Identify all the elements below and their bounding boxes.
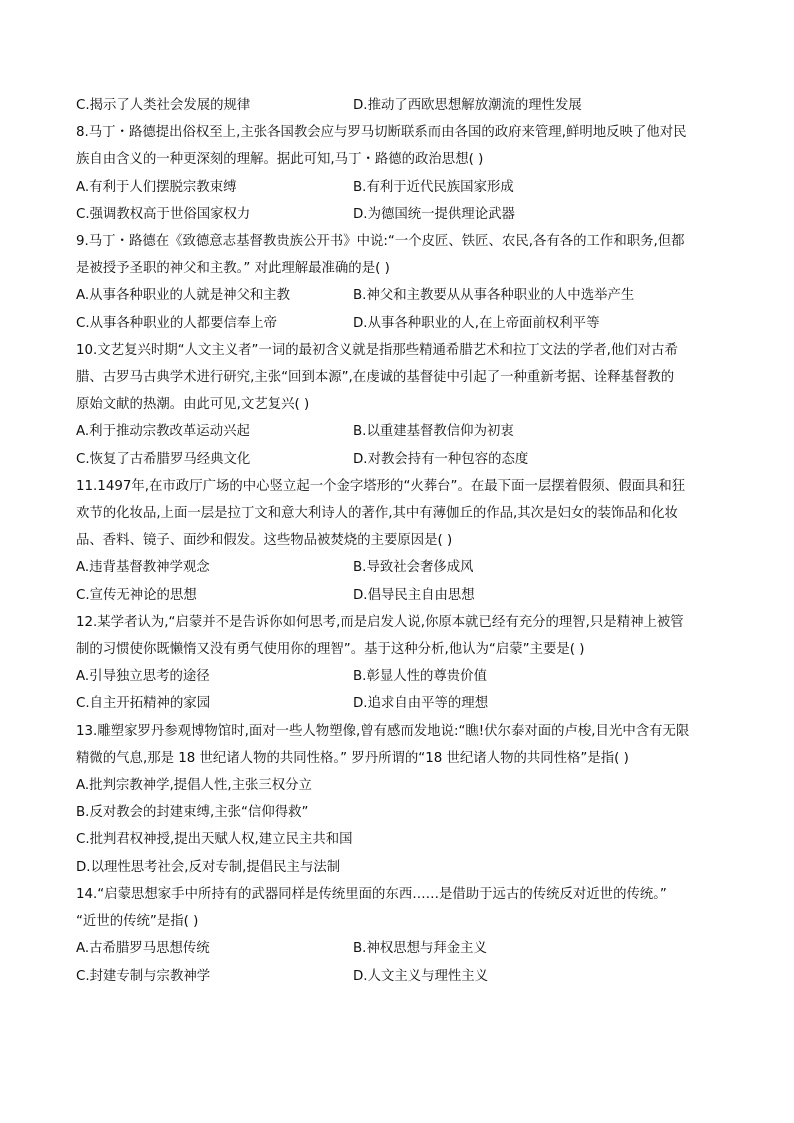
question-11-option-c: C.宣传无神论的思想 (76, 587, 197, 603)
question-11-options-row-2 (76, 582, 718, 609)
q7-options-row-2 (76, 92, 718, 119)
question-14 (76, 881, 718, 990)
question-14-stem-line-1: 14.“启蒙思想家手中所持有的武器同样是传统里面的东西……是借助于远古的传统反对近世的传统。” (76, 886, 667, 902)
question-10-option-b: B.以重建基督教信仰为初衷 (353, 424, 514, 440)
question-8-option-a: A.有利于人们摆脱宗教束缚 (76, 179, 237, 195)
q7-option-c: C.揭示了人类社会发展的规律 (76, 98, 251, 113)
question-11 (76, 473, 718, 609)
q7-option-d: D.推动了西欧思想解放潮流的理性发展 (353, 98, 582, 113)
question-11-stem-line-1: 11.1497年,在市政厅广场的中心竖立起一个金字塔形的“火葬台”。在最下面一层摆着假须、假面具和狂 (76, 478, 686, 494)
question-10-stem-line-3: 原始文献的热潮。由此可见,文艺复兴( ) (76, 397, 310, 413)
question-8-stem-line-2: 族自由含义的一种更深刻的理解。据此可知,马丁・路德的政治思想( ) (76, 152, 484, 168)
question-8 (76, 119, 718, 228)
question-13-option-a: A.批判宗教神学,提倡人性,主张三权分立 (76, 778, 312, 794)
question-12-option-a: A.引导独立思考的途径 (76, 669, 210, 685)
question-12-options-row-1 (76, 663, 718, 690)
question-8-option-c: C.强调教权高于世俗国家权力 (76, 206, 251, 222)
question-13-option-d: D.以理性思考社会,反对专制,提倡民主与法制 (76, 859, 341, 875)
question-12-option-c: C.自主开拓精神的家园 (76, 696, 211, 712)
question-12-options-row-2 (76, 690, 718, 717)
question-8-options-row-1 (76, 174, 718, 201)
question-9-option-b: B.神父和主教要从从事各种职业的人中选举产生 (353, 288, 635, 304)
question-8-option-d: D.为德国统一提供理论武器 (353, 206, 515, 222)
question-12-option-d: D.追求自由平等的理想 (353, 696, 489, 712)
question-10-options-row-2 (76, 446, 718, 473)
question-14-option-c: C.封建专制与宗教神学 (76, 968, 211, 984)
question-9-options-row-1 (76, 282, 718, 309)
question-14-options-row-1 (76, 935, 718, 962)
question-14-option-a: A.古希腊罗马思想传统 (76, 941, 210, 957)
question-14-stem-line-2: “近世的传统”是指( ) (76, 914, 199, 930)
question-11-option-b: B.导致社会奢侈成风 (353, 560, 474, 576)
question-14-options-row-2 (76, 963, 718, 990)
question-11-options-row-1 (76, 554, 718, 581)
question-13-option-b: B.反对教会的封建束缚,主张“信仰得救” (76, 805, 309, 821)
question-9-option-d: D.从事各种职业的人,在上帝面前权利平等 (353, 315, 600, 331)
question-12 (76, 609, 718, 718)
exam-page (76, 92, 718, 990)
question-9-stem-line-2: 是被授予圣职的神父和主教。” 对此理解最准确的是( ) (76, 261, 390, 277)
question-12-stem-line-2: 制的习惯使你既懒惰又没有勇气使用你的理智”。基于这种分析,他认为“启蒙”主要是( ) (76, 642, 585, 658)
question-13-stem-line-2: 精微的气息,那是 18 世纪诸人物的共同性格。” 罗丹所谓的“18 世纪诸人物的共同性格”是指( ) (76, 750, 629, 766)
question-13-stem-line-1: 13.雕塑家罗丹参观博物馆时,面对一些人物塑像,曾有感而发地说:“瞧!伏尔泰对面的卢梭,目光中含有无限 (76, 723, 690, 739)
question-9-option-a: A.从事各种职业的人就是神父和主教 (76, 288, 291, 304)
question-11-option-d: D.倡导民主自由思想 (353, 587, 475, 603)
question-9 (76, 228, 718, 337)
question-10-stem-line-2: 腊、古罗马古典学术进行研究,主张“回到本源”,在虔诚的基督徒中引起了一种重新考据、诠释基督教的 (76, 370, 675, 386)
question-9-options-row-2 (76, 310, 718, 337)
question-10 (76, 337, 718, 473)
question-12-option-b: B.彰显人性的尊贵价值 (353, 669, 487, 685)
question-10-stem-line-1: 10.文艺复兴时期“人文主义者”一词的最初含义就是指那些精通希腊艺术和拉丁文法的学者,他们对古希 (76, 342, 678, 358)
question-9-stem-line-1: 9.马丁・路德在《致德意志基督教贵族公开书》中说:“一个皮匠、铁匠、农民,各有各的工作和职务,但都 (76, 234, 685, 250)
question-8-options-row-2 (76, 201, 718, 228)
question-10-option-d: D.对教会持有一种包容的态度 (353, 451, 529, 467)
question-11-stem-line-2: 欢节的化妆品,上面一层是拉丁文和意大利诗人的著作,其中有薄伽丘的作品,其次是妇女的装饰品和化妆 (76, 506, 678, 522)
question-14-option-d: D.人文主义与理性主义 (353, 968, 489, 984)
question-11-stem-line-3: 品、香料、镜子、面纱和假发。这些物品被焚烧的主要原因是( ) (76, 533, 453, 549)
question-8-option-b: B.有利于近代民族国家形成 (353, 179, 514, 195)
question-13-option-c: C.批判君权神授,提出天赋人权,建立民主共和国 (76, 832, 353, 848)
question-10-option-a: A.利于推动宗教改革运动兴起 (76, 424, 250, 440)
question-9-option-c: C.从事各种职业的人都要信奉上帝 (76, 315, 278, 331)
question-10-options-row-1 (76, 418, 718, 445)
question-11-option-a: A.违背基督教神学观念 (76, 560, 210, 576)
question-12-stem-line-1: 12.某学者认为,“启蒙并不是告诉你如何思考,而是启发人说,你原本就已经有充分的理智,只是精神上被管 (76, 614, 684, 630)
question-13 (76, 718, 718, 881)
question-8-stem-line-1: 8.马丁・路德提出俗权至上,主张各国教会应与罗马切断联系而由各国的政府来管理,鲜明地反映了他对民 (76, 125, 687, 141)
question-10-option-c: C.恢复了古希腊罗马经典文化 (76, 451, 251, 467)
question-14-option-b: B.神权思想与拜金主义 (353, 941, 487, 957)
